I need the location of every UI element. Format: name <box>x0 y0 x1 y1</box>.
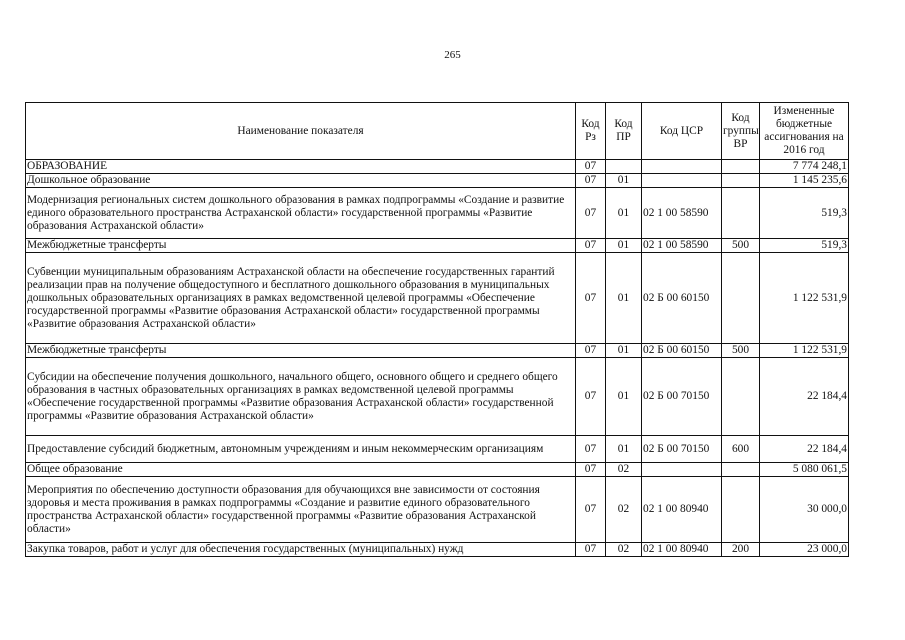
row-vr <box>722 188 760 239</box>
table-row <box>26 239 849 253</box>
row-amount: 23 000,0 <box>760 543 849 557</box>
row-rz: 07 <box>576 543 606 557</box>
row-pr: 01 <box>606 436 642 463</box>
row-csr: 02 1 00 80940 <box>642 543 722 557</box>
row-amount: 30 000,0 <box>760 477 849 543</box>
row-name: Субсидии на обеспечение получения дошкольного, начального общего, основного общего и среднего общего образования в частных образовательных организациях в рамках ведомственной целевой программы «Обеспечение государственной программы «Развитие образования Астраханской области» государственной программы «Развитие образования Астраханской области» <box>26 358 576 436</box>
table-row <box>26 174 849 188</box>
budget-table <box>25 102 849 557</box>
row-amount: 22 184,4 <box>760 436 849 463</box>
row-csr: 02 Б 00 70150 <box>642 436 722 463</box>
row-pr: 01 <box>606 358 642 436</box>
row-name: Закупка товаров, работ и услуг для обеспечения государственных (муниципальных) нужд <box>26 543 576 557</box>
row-rz: 07 <box>576 463 606 477</box>
table-row <box>26 253 849 344</box>
row-rz: 07 <box>576 358 606 436</box>
row-vr: 600 <box>722 436 760 463</box>
row-csr: 02 Б 00 70150 <box>642 358 722 436</box>
header-vr: Код группы ВР <box>722 103 760 160</box>
row-vr: 500 <box>722 344 760 358</box>
row-name: Мероприятия по обеспечению доступности образования для обучающихся вне зависимости от состояния здоровья и места проживания в рамках подпрограммы «Создание и развитие единого образовательного пространства Астраханской области» государственной программы «Развитие образования Астраханской области» <box>26 477 576 543</box>
row-amount: 22 184,4 <box>760 358 849 436</box>
row-vr <box>722 463 760 477</box>
row-vr <box>722 477 760 543</box>
row-amount: 519,3 <box>760 239 849 253</box>
row-rz: 07 <box>576 188 606 239</box>
row-vr: 200 <box>722 543 760 557</box>
row-pr: 01 <box>606 188 642 239</box>
row-vr <box>722 174 760 188</box>
row-csr <box>642 174 722 188</box>
row-pr: 01 <box>606 344 642 358</box>
row-rz: 07 <box>576 160 606 174</box>
header-csr: Код ЦСР <box>642 103 722 160</box>
row-pr: 01 <box>606 239 642 253</box>
row-pr: 01 <box>606 253 642 344</box>
row-vr <box>722 358 760 436</box>
row-amount: 519,3 <box>760 188 849 239</box>
row-pr: 02 <box>606 463 642 477</box>
row-amount: 1 122 531,9 <box>760 253 849 344</box>
row-csr: 02 1 00 58590 <box>642 188 722 239</box>
header-amount: Измененные бюджетные ассигнования на 2016 год <box>760 103 849 160</box>
header-name: Наименование показателя <box>26 103 576 160</box>
table-row <box>26 160 849 174</box>
row-amount: 5 080 061,5 <box>760 463 849 477</box>
row-rz: 07 <box>576 477 606 543</box>
row-rz: 07 <box>576 174 606 188</box>
row-name: Межбюджетные трансферты <box>26 239 576 253</box>
row-name: Общее образование <box>26 463 576 477</box>
table-header-row <box>26 103 849 160</box>
table-row <box>26 344 849 358</box>
page-number: 265 <box>444 49 461 61</box>
row-csr <box>642 160 722 174</box>
row-name: ОБРАЗОВАНИЕ <box>26 160 576 174</box>
row-csr: 02 1 00 80940 <box>642 477 722 543</box>
row-csr <box>642 463 722 477</box>
table-row <box>26 477 849 543</box>
row-vr <box>722 160 760 174</box>
row-name: Модернизация региональных систем дошкольного образования в рамках подпрограммы «Создание и развитие единого образовательного пространства Астраханской области» государственной программы «Развитие образования Астраханской области» <box>26 188 576 239</box>
header-rz: Код Рз <box>576 103 606 160</box>
row-rz: 07 <box>576 239 606 253</box>
row-rz: 07 <box>576 344 606 358</box>
table-row <box>26 436 849 463</box>
row-csr: 02 Б 00 60150 <box>642 344 722 358</box>
table-row <box>26 463 849 477</box>
row-vr <box>722 253 760 344</box>
table-row <box>26 358 849 436</box>
table-row <box>26 543 849 557</box>
row-amount: 7 774 248,1 <box>760 160 849 174</box>
row-name: Дошкольное образование <box>26 174 576 188</box>
row-name: Субвенции муниципальным образованиям Астраханской области на обеспечение государственных гарантий реализации прав на получение общедоступного и бесплатного дошкольного образования в муниципальных дошкольных образовательных организациях в рамках ведомственной целевой программы «Обеспечение государственной программы «Развитие образования Астраханской области» государственной программы «Развитие образования Астраханской области» <box>26 253 576 344</box>
row-name: Межбюджетные трансферты <box>26 344 576 358</box>
row-pr <box>606 160 642 174</box>
row-amount: 1 122 531,9 <box>760 344 849 358</box>
row-csr: 02 Б 00 60150 <box>642 253 722 344</box>
row-rz: 07 <box>576 253 606 344</box>
row-amount: 1 145 235,6 <box>760 174 849 188</box>
row-rz: 07 <box>576 436 606 463</box>
row-name: Предоставление субсидий бюджетным, автономным учреждениям и иным некоммерческим организациям <box>26 436 576 463</box>
row-pr: 01 <box>606 174 642 188</box>
row-pr: 02 <box>606 477 642 543</box>
header-pr: Код ПР <box>606 103 642 160</box>
row-vr: 500 <box>722 239 760 253</box>
row-csr: 02 1 00 58590 <box>642 239 722 253</box>
table-row <box>26 188 849 239</box>
row-pr: 02 <box>606 543 642 557</box>
